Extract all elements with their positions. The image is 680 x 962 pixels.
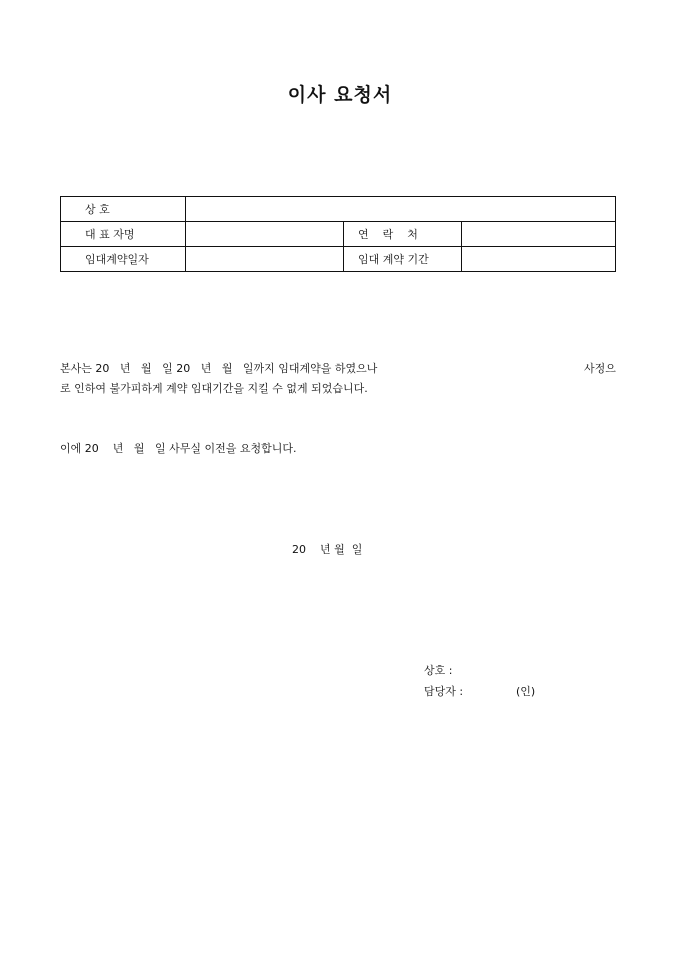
body-line-1-tail: 사정으 — [584, 362, 616, 375]
representative-value-cell[interactable] — [186, 222, 344, 247]
company-label: 상 호 — [61, 197, 186, 222]
company-value-cell[interactable] — [186, 197, 616, 222]
document-title: 이사 요청서 — [287, 84, 393, 106]
table-row — [61, 222, 616, 247]
info-table — [60, 196, 616, 272]
representative-label: 대 표 자명 — [61, 222, 186, 247]
contact-label: 연 락 처 — [344, 222, 462, 247]
seal-mark: (인) — [516, 685, 536, 698]
table-row — [61, 197, 616, 222]
contract-date-label: 임대계약일자 — [61, 247, 186, 272]
table-row — [61, 247, 616, 272]
lease-period-value-cell[interactable] — [462, 247, 616, 272]
contact-value-cell[interactable] — [462, 222, 616, 247]
date-line: 20 년 월 일 — [292, 543, 363, 556]
body-line-1: 본사는 20 년 월 일 20 년 월 일까지 임대계약을 하였으나 — [60, 362, 378, 375]
signature-company: 상호 : — [424, 664, 453, 677]
lease-period-label: 임대 계약 기간 — [344, 247, 462, 272]
body-line-2: 로 인하여 불가피하게 계약 임대기간을 지킬 수 없게 되었습니다. — [60, 382, 368, 395]
body-line-3: 이에 20 년 월 일 사무실 이전을 요청합니다. — [60, 442, 297, 455]
contract-date-value-cell[interactable] — [186, 247, 344, 272]
signature-manager: 담당자 : — [424, 685, 464, 698]
